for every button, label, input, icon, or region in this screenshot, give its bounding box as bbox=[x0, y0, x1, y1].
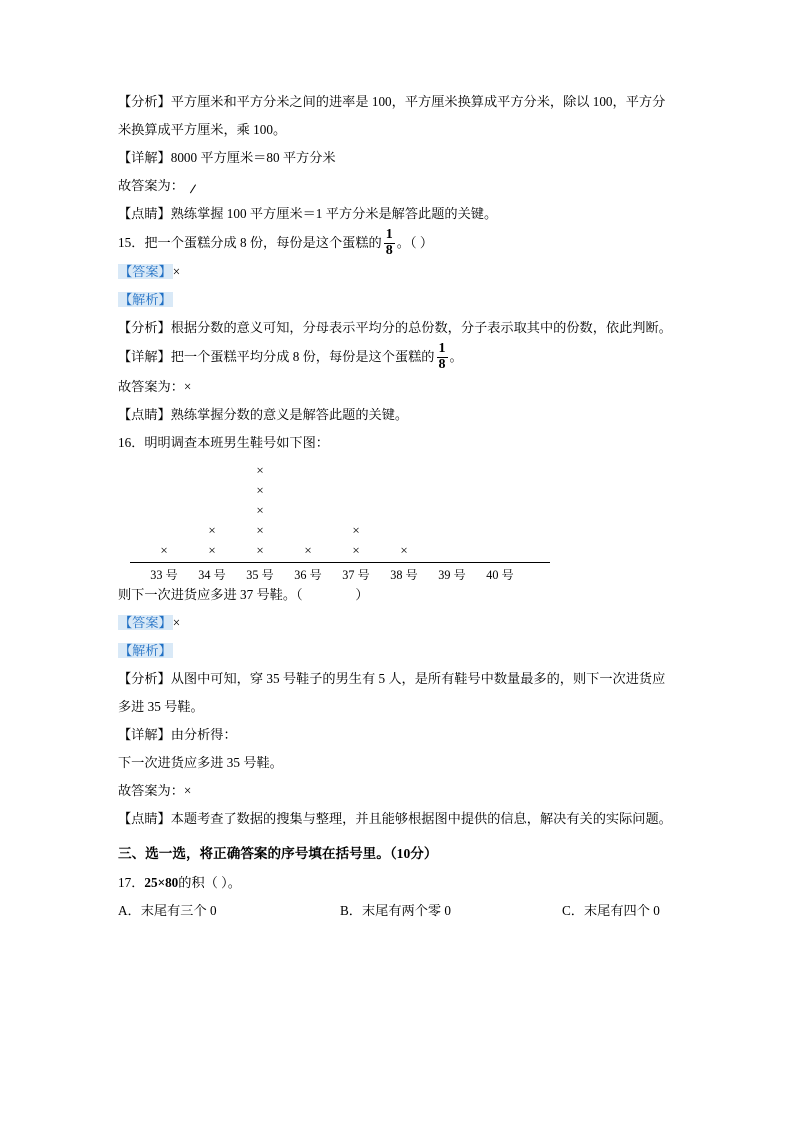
dot-mark: × bbox=[208, 542, 216, 558]
plot-axis-line bbox=[130, 562, 550, 563]
axis-label: 39 号 bbox=[438, 567, 466, 582]
option-c-label: 末尾有四个 0 bbox=[583, 902, 660, 918]
fraction-denominator: 8 bbox=[438, 357, 446, 373]
dot-mark: × bbox=[256, 462, 264, 478]
question-17-options bbox=[118, 897, 676, 925]
question-17-text: 的积（ ）。 bbox=[178, 874, 241, 890]
question-15-text-before: 把一个蛋糕分成 8 份，每份是这个蛋糕的 bbox=[144, 235, 382, 251]
tip-paragraph-1: 【点睛】熟练掌握 100 平方厘米＝1 平方分米是解答此题的关键。 bbox=[118, 206, 498, 221]
section-heading-three: 三、选一选，将正确答案的序号填在括号里。（10分） bbox=[118, 845, 438, 861]
question-16-stem-text: 明明调查本班男生鞋号如下图： bbox=[144, 434, 329, 450]
dot-mark: × bbox=[256, 542, 264, 558]
answer-tag-15: 【答案】 bbox=[119, 264, 172, 280]
option-c-key: C． bbox=[562, 902, 584, 918]
checkmark-icon bbox=[184, 181, 198, 193]
analysis-tag-15: 【解析】 bbox=[119, 292, 172, 308]
axis-label: 36 号 bbox=[294, 567, 322, 582]
option-a-key: A． bbox=[118, 902, 141, 918]
axis-label: 34 号 bbox=[198, 567, 226, 582]
answer-label-1: 故答案为： bbox=[118, 178, 184, 193]
question-16-stem bbox=[118, 429, 676, 457]
option-b[interactable] bbox=[340, 897, 451, 925]
shoe-size-dot-plot bbox=[118, 463, 676, 581]
question-16-detail: 【详解】由分析得： bbox=[118, 726, 237, 742]
fraction-numerator: 1 bbox=[438, 341, 446, 357]
question-15-number: 15． bbox=[118, 235, 145, 251]
question-16-tip: 【点睛】本题考查了数据的搜集与整理，并且能够根据图中提供的信息，解决有关的实际问题。 bbox=[118, 810, 672, 826]
analysis-paragraph-1: 【分析】平方厘米和平方分米之间的进率是 100，平方厘米换算成平方分米，除以 100，平方分米换算成平方厘米，乘 100。 bbox=[118, 94, 666, 137]
fraction-one-eighth bbox=[384, 228, 395, 258]
dot-mark: × bbox=[160, 542, 168, 558]
option-b-key: B． bbox=[340, 902, 362, 918]
dot-plot-area bbox=[124, 463, 564, 581]
dot-mark: × bbox=[400, 542, 408, 558]
fraction-one-eighth-detail bbox=[437, 342, 448, 372]
question-15 bbox=[118, 228, 676, 258]
analysis-tag-16: 【解析】 bbox=[119, 642, 172, 658]
dot-mark: × bbox=[352, 522, 360, 538]
question-16-answer-row bbox=[118, 609, 676, 637]
question-16-answer-line: 故答案为：× bbox=[118, 782, 192, 798]
axis-label: 35 号 bbox=[246, 567, 274, 582]
question-16-number: 16． bbox=[118, 434, 145, 450]
dot-mark: × bbox=[208, 522, 216, 538]
question-15-text-after: 。（ ） bbox=[396, 235, 434, 251]
dot-mark: × bbox=[256, 482, 264, 498]
option-a-label: 末尾有三个 0 bbox=[140, 902, 217, 918]
axis-label: 33 号 bbox=[150, 567, 178, 582]
detail-paragraph-1: 【详解】8000 平方厘米＝80 平方分米 bbox=[118, 150, 336, 165]
question-16-detail-2: 下一次进货应多进 35 号鞋。 bbox=[118, 754, 283, 770]
fraction-denominator: 8 bbox=[385, 242, 393, 258]
question-16-analysis: 【分析】从图中可知，穿 35 号鞋子的男生有 5 人，是所有鞋号中数量最多的，则下一次进货应多进 35 号鞋。 bbox=[118, 670, 666, 714]
answer-paragraph-1 bbox=[118, 172, 676, 200]
question-15-detail bbox=[118, 342, 676, 372]
fraction-numerator: 1 bbox=[385, 227, 393, 242]
question-15-detail-before: 【详解】把一个蛋糕平均分成 8 份，每份是这个蛋糕的 bbox=[118, 349, 435, 365]
dot-mark: × bbox=[352, 542, 360, 558]
question-16-question: 则下一次进货应多进 37 号鞋。（ ） bbox=[118, 586, 369, 602]
question-15-analysis: 【分析】根据分数的意义可知，分母表示平均分的总份数，分子表示取其中的份数，依此判断。 bbox=[118, 320, 672, 336]
question-17-number: 17． bbox=[118, 874, 145, 890]
question-16-analysis-tag-row bbox=[118, 637, 676, 665]
question-15-answer-row bbox=[118, 258, 676, 286]
option-a[interactable] bbox=[118, 897, 217, 925]
answer-tag-16: 【答案】 bbox=[119, 614, 172, 630]
question-17-expression: 25×80 bbox=[144, 874, 179, 890]
question-17 bbox=[118, 869, 676, 897]
question-15-answer-line: 故答案为：× bbox=[118, 378, 192, 394]
dot-mark: × bbox=[256, 502, 264, 518]
option-b-label: 末尾有两个零 0 bbox=[361, 902, 451, 918]
answer-value-15: × bbox=[172, 264, 181, 280]
axis-label: 38 号 bbox=[390, 567, 418, 582]
axis-label: 37 号 bbox=[342, 567, 370, 582]
question-15-tip: 【点睛】熟练掌握分数的意义是解答此题的关键。 bbox=[118, 406, 409, 422]
dot-mark: × bbox=[304, 542, 312, 558]
question-15-analysis-tag-row bbox=[118, 286, 676, 314]
question-15-detail-after: 。 bbox=[449, 349, 463, 365]
dot-mark: × bbox=[256, 522, 264, 538]
answer-value-16: × bbox=[172, 614, 181, 630]
axis-label: 40 号 bbox=[486, 567, 514, 582]
option-c[interactable] bbox=[562, 897, 660, 925]
